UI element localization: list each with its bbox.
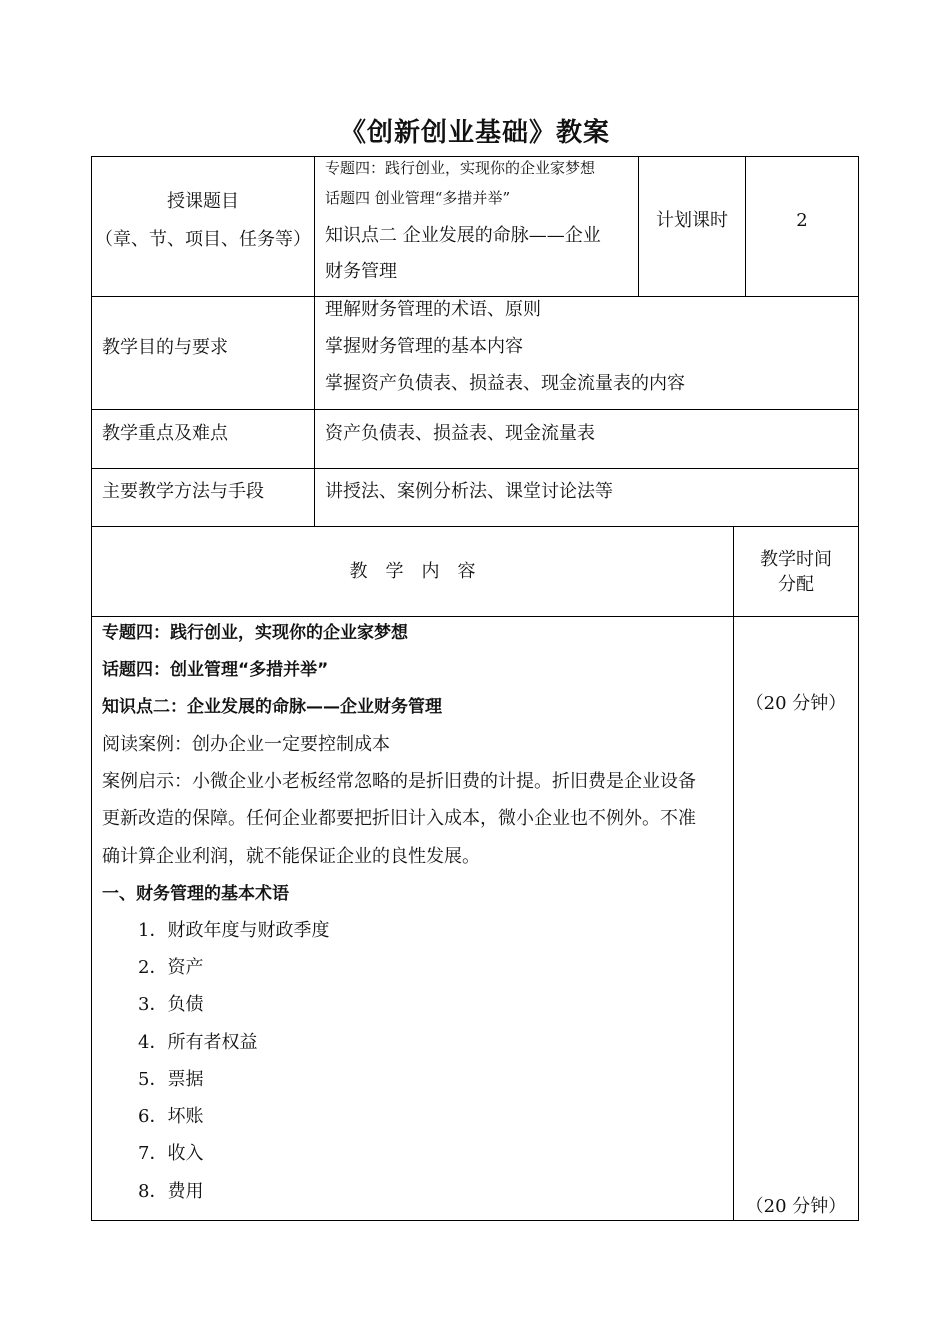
objectives-label: 教学目的与要求 xyxy=(102,337,228,358)
methods-label: 主要教学方法与手段 xyxy=(102,481,264,502)
time-allocation-header: 教学时间 xyxy=(760,549,832,570)
row-divider xyxy=(91,616,859,617)
subject-label: 授课题目 xyxy=(167,191,239,212)
term-item: 1．财政年度与财政季度 xyxy=(138,920,330,941)
content-heading: 知识点二：企业发展的命脉——企业财务管理 xyxy=(102,697,442,717)
subject-topic: 专题四：践行创业，实现你的企业家梦想 xyxy=(325,159,596,177)
content-heading: 话题四：创业管理“多措并举” xyxy=(102,660,329,680)
methods-value: 讲授法、案例分析法、课堂讨论法等 xyxy=(325,481,613,502)
subject-subtopic: 话题四 创业管理“多措并举” xyxy=(325,189,511,207)
time-allocation-value: （20 分钟） xyxy=(745,693,847,714)
key-points-label: 教学重点及难点 xyxy=(102,423,228,444)
time-allocation-header-cont: 分配 xyxy=(778,574,814,595)
key-points-value: 资产负债表、损益表、现金流量表 xyxy=(325,423,595,444)
case-insight: 更新改造的保障。任何企业都要把折旧计入成本，微小企业也不例外。不准 xyxy=(102,808,696,829)
term-item: 3．负债 xyxy=(138,994,204,1015)
column-divider xyxy=(314,156,315,526)
subject-knowledge-point: 知识点二 企业发展的命脉——企业 xyxy=(325,225,601,246)
term-item: 4．所有者权益 xyxy=(138,1032,258,1053)
row-divider xyxy=(91,526,859,527)
planned-hours-value: 2 xyxy=(796,210,808,231)
section-heading: 一、财务管理的基本术语 xyxy=(102,884,289,904)
objective-item: 掌握资产负债表、损益表、现金流量表的内容 xyxy=(325,373,685,394)
term-item: 8．费用 xyxy=(138,1181,204,1202)
row-divider xyxy=(91,468,859,469)
objective-item: 理解财务管理的术语、原则 xyxy=(325,299,541,320)
document-title: 《创新创业基础》教案 xyxy=(339,118,610,148)
subject-knowledge-point-cont: 财务管理 xyxy=(325,261,397,282)
subject-label-note: （章、节、项目、任务等） xyxy=(95,229,311,250)
column-divider xyxy=(733,526,734,1221)
reading-case: 阅读案例：创办企业一定要控制成本 xyxy=(102,734,390,755)
content-header: 教 学 内 容 xyxy=(349,561,476,582)
row-divider xyxy=(91,296,859,297)
term-item: 5．票据 xyxy=(138,1069,204,1090)
term-item: 2．资产 xyxy=(138,957,204,978)
term-item: 7．收入 xyxy=(138,1143,204,1164)
content-heading: 专题四：践行创业，实现你的企业家梦想 xyxy=(102,623,408,643)
case-insight: 确计算企业利润，就不能保证企业的良性发展。 xyxy=(102,846,480,867)
time-allocation-value: （20 分钟） xyxy=(745,1196,847,1217)
case-insight: 案例启示：小微企业小老板经常忽略的是折旧费的计提。折旧费是企业设备 xyxy=(102,771,696,792)
planned-hours-label: 计划课时 xyxy=(656,210,728,231)
term-item: 6．坏账 xyxy=(138,1106,204,1127)
objective-item: 掌握财务管理的基本内容 xyxy=(325,336,523,357)
row-divider xyxy=(91,409,859,410)
